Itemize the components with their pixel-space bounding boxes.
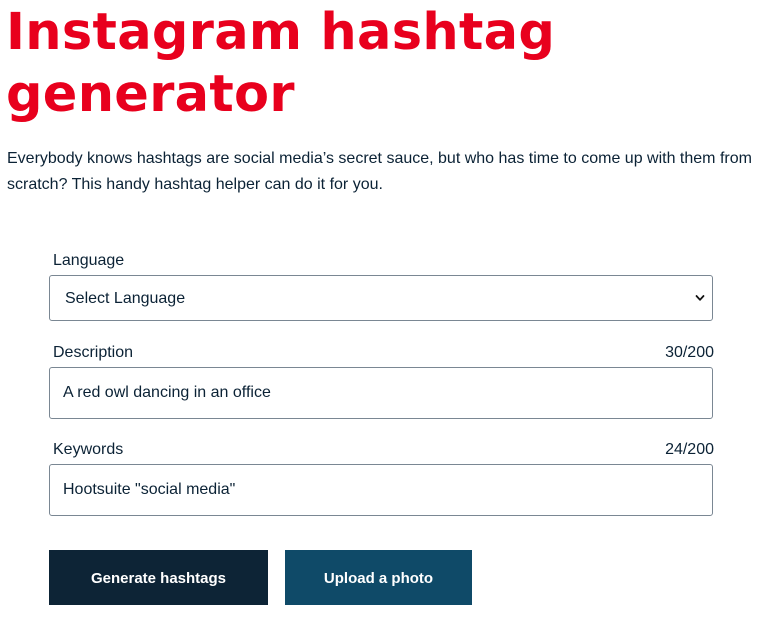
chevron-down-icon <box>695 293 705 303</box>
language-select[interactable] <box>49 275 713 321</box>
keywords-input-value: Hootsuite "social media" <box>63 481 236 498</box>
description-label: Description <box>53 344 134 361</box>
description-input[interactable] <box>49 367 713 419</box>
upload-photo-button[interactable]: Upload a photo <box>285 550 472 605</box>
description-input-value: A red owl dancing in an office <box>63 384 271 401</box>
keywords-input[interactable] <box>49 464 713 516</box>
language-label: Language <box>53 252 125 269</box>
page-title: Instagram hashtag generator <box>6 3 556 124</box>
keywords-counter: 24/200 <box>665 441 714 458</box>
language-select-value: Select Language <box>65 290 186 307</box>
keywords-label: Keywords <box>53 441 124 458</box>
intro-text: Everybody knows hashtags are social media’s secret sauce, but who has time to come up with them from scratch? This handy hashtag helper can do it for you. <box>7 150 752 193</box>
description-counter: 30/200 <box>665 344 714 361</box>
generate-hashtags-button[interactable]: Generate hashtags <box>49 550 268 605</box>
